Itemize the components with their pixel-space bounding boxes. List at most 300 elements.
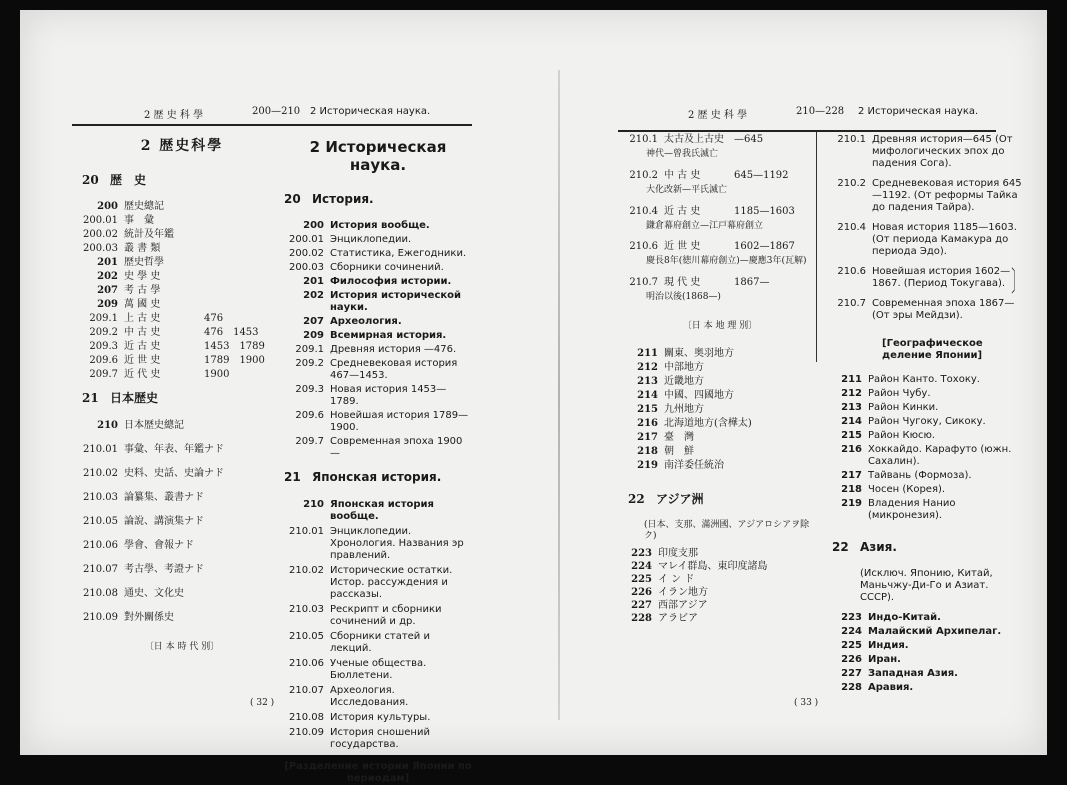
list-item bbox=[628, 548, 812, 560]
ru-geo-heading: [Географическое деление Японии] bbox=[882, 338, 983, 361]
item-range: 1602—1867 bbox=[734, 241, 795, 253]
item-text: 上 古 史 bbox=[124, 313, 161, 325]
item-text: 南洋委任統治 bbox=[664, 459, 724, 471]
title-ru: 2 Историческая наука. bbox=[309, 138, 447, 174]
item-code: 210.09 bbox=[83, 611, 118, 623]
item-code: 227 bbox=[631, 599, 652, 611]
item-code: 224 bbox=[841, 626, 862, 638]
list-item bbox=[832, 222, 1022, 258]
item-code: 216 bbox=[637, 417, 658, 429]
list-item bbox=[628, 613, 812, 625]
jp-period-list bbox=[628, 134, 812, 303]
list-item bbox=[832, 682, 1022, 694]
list-item bbox=[628, 574, 812, 586]
item-code: 228 bbox=[841, 682, 862, 694]
item-code: 210.01 bbox=[83, 443, 118, 455]
list-item bbox=[628, 600, 812, 612]
item-text: История культуры. bbox=[330, 711, 431, 723]
item-code: 209.1 bbox=[295, 344, 324, 356]
list-item bbox=[628, 170, 812, 182]
item-text: История исторической науки. bbox=[330, 290, 462, 314]
list-item bbox=[832, 374, 1022, 386]
item-text: Философия истории. bbox=[330, 276, 452, 288]
list-item bbox=[284, 410, 472, 434]
list-item bbox=[284, 234, 472, 246]
item-text: 中 古 史 bbox=[124, 327, 161, 339]
list-item bbox=[628, 376, 812, 388]
list-item bbox=[832, 388, 1022, 400]
item-code: 201 bbox=[97, 257, 118, 269]
item-text: 朝 鮮 bbox=[664, 445, 694, 457]
ru-geo-list bbox=[832, 374, 1022, 522]
item-text: Новейшая история 1602—1867. (Период Токугава). bbox=[872, 266, 1011, 289]
item-subtext: 慶長8年(徳川幕府創立)—慶應3年(瓦解) bbox=[646, 256, 807, 267]
list-item bbox=[82, 564, 282, 576]
item-code: 226 bbox=[841, 654, 862, 666]
ru-20-list bbox=[284, 220, 472, 460]
list-item bbox=[628, 432, 812, 444]
jp-period-heading: 〔日 本 時 代 別〕 bbox=[144, 641, 220, 652]
item-text: Район Чубу. bbox=[868, 388, 931, 399]
header-rule-right bbox=[618, 130, 996, 132]
item-code: 210.7 bbox=[837, 298, 866, 309]
page-number-right: ( 33 ) bbox=[794, 698, 819, 708]
item-code: 200.02 bbox=[289, 248, 324, 260]
list-item bbox=[284, 220, 472, 232]
list-item bbox=[284, 727, 472, 751]
item-text: 事 彙 bbox=[124, 215, 154, 227]
list-item bbox=[628, 587, 812, 599]
item-code: 209 bbox=[97, 299, 118, 311]
item-code: 228 bbox=[631, 612, 652, 624]
list-item bbox=[832, 640, 1022, 652]
item-text: Энциклопедии. Хронология. Названия эр правлений. bbox=[330, 525, 464, 561]
list-item bbox=[82, 420, 282, 432]
item-code: 207 bbox=[97, 285, 118, 297]
item-code: 210.1 bbox=[629, 134, 658, 145]
item-code: 218 bbox=[637, 445, 658, 457]
ru-period-heading: [Разделение истории Японии по периодам] bbox=[284, 760, 472, 784]
item-code: 210.07 bbox=[289, 684, 324, 696]
list-item bbox=[832, 612, 1022, 624]
list-item bbox=[832, 298, 1022, 322]
ru-column-right bbox=[832, 134, 1022, 696]
running-head-ru: 2 Историческая наука. bbox=[310, 106, 431, 117]
list-item bbox=[284, 358, 472, 382]
item-text: 通史、文化史 bbox=[124, 587, 184, 599]
item-text: 學會、會報ナド bbox=[124, 539, 194, 551]
item-code: 210.05 bbox=[289, 630, 324, 642]
item-code: 214 bbox=[841, 416, 862, 427]
list-item bbox=[832, 444, 1022, 468]
item-text: Малайский Архипелаг. bbox=[868, 626, 1002, 638]
item-code: 202 bbox=[303, 290, 324, 302]
item-text: アラビア bbox=[658, 612, 698, 624]
item-range: 476 bbox=[204, 313, 224, 325]
item-code: 202 bbox=[97, 271, 118, 283]
item-text: История сношений государства. bbox=[330, 726, 430, 750]
item-text: Тайвань (Формоза). bbox=[868, 470, 972, 481]
list-item bbox=[82, 271, 282, 283]
item-code: 200 bbox=[97, 201, 118, 213]
item-text: 太古及上古史 bbox=[664, 134, 724, 145]
list-item bbox=[628, 561, 812, 573]
item-code: 210.05 bbox=[83, 515, 118, 527]
item-code: 210.6 bbox=[837, 266, 866, 277]
list-item bbox=[284, 436, 472, 460]
item-code: 216 bbox=[841, 444, 862, 455]
item-code: 219 bbox=[637, 459, 658, 471]
running-head-jp: 2 歴 史 科 學 bbox=[144, 110, 204, 121]
list-item bbox=[82, 285, 282, 297]
item-code: 200.01 bbox=[83, 215, 118, 227]
item-code: 214 bbox=[637, 389, 658, 401]
item-text: 中部地方 bbox=[664, 361, 704, 373]
item-text: Рескрипт и сборники сочинений и др. bbox=[330, 603, 442, 627]
item-code: 213 bbox=[637, 375, 658, 387]
item-range: 1789 1900 bbox=[204, 355, 265, 367]
item-text: マレイ群島、東印度諸島 bbox=[658, 560, 768, 572]
item-text: Хоккайдо. Карафуто (южн. Сахалин). bbox=[868, 444, 1012, 467]
item-code: 200.03 bbox=[289, 262, 324, 274]
item-code: 209.2 bbox=[89, 327, 118, 339]
item-text: 現 代 史 bbox=[664, 277, 701, 289]
item-text: Новая история 1453—1789. bbox=[330, 384, 447, 408]
item-code: 209.2 bbox=[295, 358, 324, 370]
list-item bbox=[832, 430, 1022, 442]
list-item bbox=[284, 631, 472, 655]
list-item bbox=[284, 499, 472, 523]
item-text: Всемирная история. bbox=[330, 330, 447, 342]
item-text: Новейшая история 1789—1900. bbox=[330, 410, 469, 434]
item-code: 209 bbox=[303, 330, 324, 342]
item-text: 考古學、考證ナド bbox=[124, 563, 204, 575]
item-code: 210.4 bbox=[837, 222, 866, 233]
list-item bbox=[82, 341, 282, 353]
item-code: 210.1 bbox=[837, 134, 866, 145]
item-code: 212 bbox=[637, 361, 658, 373]
list-item bbox=[628, 446, 812, 458]
item-text: 近 古 史 bbox=[124, 341, 161, 353]
item-code: 225 bbox=[631, 573, 652, 585]
header-rule bbox=[72, 124, 472, 126]
item-text: Иран. bbox=[868, 654, 901, 666]
item-code: 210 bbox=[303, 498, 324, 510]
item-code: 207 bbox=[303, 316, 324, 328]
item-code: 226 bbox=[631, 586, 652, 598]
item-code: 210.08 bbox=[289, 711, 324, 723]
margin-mark: 〕 bbox=[1011, 265, 1023, 298]
item-code: 210.02 bbox=[289, 564, 324, 576]
item-text: 臺 灣 bbox=[664, 431, 694, 443]
list-item bbox=[832, 484, 1022, 496]
ru-period-list bbox=[832, 134, 1022, 322]
list-item bbox=[82, 540, 282, 552]
item-text: Исторические остатки. Истор. рассуждения и рассказы. bbox=[330, 564, 453, 600]
item-code: 224 bbox=[631, 560, 652, 572]
list-item bbox=[82, 327, 282, 339]
item-text: 關東、奥羽地方 bbox=[664, 347, 734, 359]
list-item bbox=[82, 468, 282, 480]
list-item bbox=[832, 402, 1022, 414]
item-text: 西部アジア bbox=[658, 599, 708, 611]
list-item bbox=[82, 612, 282, 624]
item-range: 476 1453 bbox=[204, 327, 259, 339]
list-item bbox=[832, 626, 1022, 638]
item-text: 九州地方 bbox=[664, 403, 704, 415]
item-code: 209.7 bbox=[295, 436, 324, 448]
item-text: Район Кюсю. bbox=[868, 430, 936, 441]
section-22-jp: 22 アジア洲 bbox=[628, 491, 704, 506]
item-text: 叢 書 類 bbox=[124, 243, 161, 255]
item-code: 200.03 bbox=[83, 243, 118, 255]
jp-geo-list bbox=[628, 348, 812, 472]
list-item bbox=[82, 444, 282, 456]
item-code: 200.01 bbox=[289, 234, 324, 246]
item-text: 事彙、年表、年鑑ナド bbox=[124, 443, 224, 455]
list-item bbox=[82, 243, 282, 255]
item-range: 645—1192 bbox=[734, 169, 789, 181]
section-21-ru: 21 Японская история. bbox=[284, 470, 442, 485]
item-text: Район Канто. Тохоку. bbox=[868, 374, 980, 385]
item-text: Новая история 1185—1603. (От периода Камакура до периода Эдо). bbox=[872, 222, 1017, 257]
item-code: 209.7 bbox=[89, 369, 118, 381]
item-code: 200.02 bbox=[83, 229, 118, 241]
list-item bbox=[628, 134, 812, 146]
list-item bbox=[82, 215, 282, 227]
jp-column-right bbox=[628, 134, 812, 626]
item-code: 210.2 bbox=[629, 169, 658, 181]
item-text: Сборники статей и лекций. bbox=[330, 630, 430, 654]
list-item bbox=[82, 229, 282, 241]
item-code: 209.3 bbox=[295, 384, 324, 396]
item-code: 209.3 bbox=[89, 341, 118, 353]
ru-column bbox=[284, 138, 472, 785]
item-code: 225 bbox=[841, 640, 862, 652]
item-text: Древняя история—645 (От мифологических эпох до падения Сога). bbox=[872, 134, 1013, 169]
list-item bbox=[82, 257, 282, 269]
item-code: 209.6 bbox=[89, 355, 118, 367]
item-text: Энциклопедии. bbox=[330, 234, 412, 246]
item-subtext: 鎌倉幕府創立—江戸幕府創立 bbox=[646, 220, 764, 231]
item-text: Средневековая история 645—1192. (От реформы Тайка до падения Тайра). bbox=[872, 178, 1022, 213]
item-text: 近 世 史 bbox=[664, 241, 701, 253]
running-head-jp-right: 2 歴 史 科 學 bbox=[688, 110, 748, 121]
item-code: 210.03 bbox=[289, 603, 324, 615]
list-item bbox=[284, 604, 472, 628]
item-text: Чосен (Корея). bbox=[868, 484, 946, 495]
list-item bbox=[82, 313, 282, 325]
item-text: 近 代 史 bbox=[124, 369, 161, 381]
item-code: 210.09 bbox=[289, 726, 324, 738]
item-text: 中 古 史 bbox=[664, 169, 701, 181]
item-range: 1453 1789 bbox=[204, 341, 265, 353]
item-range: 1185—1603 bbox=[734, 205, 795, 217]
item-code: 209.1 bbox=[89, 313, 118, 325]
item-text: Современная эпоха 1900— bbox=[330, 436, 463, 460]
list-item bbox=[832, 498, 1022, 522]
list-item bbox=[82, 355, 282, 367]
item-text: 對外關係史 bbox=[124, 611, 174, 623]
item-code: 210.03 bbox=[83, 491, 118, 503]
list-item bbox=[284, 658, 472, 682]
list-item bbox=[284, 276, 472, 288]
page-number-left: ( 32 ) bbox=[250, 698, 275, 708]
item-text: Средневековая история 467—1453. bbox=[330, 358, 458, 382]
list-item bbox=[82, 588, 282, 600]
scanned-book-spread bbox=[20, 10, 1047, 784]
item-code: 210.01 bbox=[289, 525, 324, 537]
item-text: Сборники сочинений. bbox=[330, 262, 444, 274]
list-item bbox=[832, 178, 1022, 214]
section-20-ru: 20 История. bbox=[284, 192, 374, 206]
item-code: 210 bbox=[97, 419, 118, 431]
ru-21-list bbox=[284, 499, 472, 751]
list-item bbox=[832, 134, 1022, 170]
item-text: 近 古 史 bbox=[664, 205, 701, 217]
item-code: 210.06 bbox=[83, 539, 118, 551]
item-subtext: 明治以後(1868—) bbox=[646, 292, 721, 303]
jp-column bbox=[82, 138, 282, 652]
item-text: 統計及年鑑 bbox=[124, 229, 174, 241]
list-item bbox=[628, 390, 812, 402]
list-item bbox=[628, 460, 812, 472]
item-text: 歴史總記 bbox=[124, 201, 164, 213]
item-code: 227 bbox=[841, 668, 862, 680]
list-item bbox=[284, 344, 472, 356]
list-item bbox=[284, 316, 472, 328]
item-text: 史料、史話、史論ナド bbox=[124, 467, 224, 479]
item-text: 近 世 史 bbox=[124, 355, 161, 367]
item-code: 211 bbox=[841, 374, 862, 385]
jp-geo-heading: 〔日 本 地 理 別〕 bbox=[682, 320, 758, 331]
item-text: 歴史哲學 bbox=[124, 257, 164, 269]
item-text: Район Кинки. bbox=[868, 402, 939, 413]
list-item bbox=[82, 516, 282, 528]
list-item bbox=[284, 330, 472, 342]
list-item bbox=[284, 290, 472, 314]
item-text: 史 學 史 bbox=[124, 271, 161, 283]
item-text: 中國、四國地方 bbox=[664, 389, 734, 401]
item-text: Статистика, Ежегодники. bbox=[330, 248, 467, 260]
left-page bbox=[20, 10, 538, 784]
list-item bbox=[82, 299, 282, 311]
item-text: История вообще. bbox=[330, 220, 430, 232]
item-text: Западная Азия. bbox=[868, 668, 958, 680]
list-item bbox=[284, 565, 472, 601]
item-code: 210.2 bbox=[837, 178, 866, 189]
list-item bbox=[832, 416, 1022, 428]
item-code: 217 bbox=[637, 431, 658, 443]
item-subtext: 神代—曾我氏滅亡 bbox=[646, 149, 719, 159]
item-text: Археология. bbox=[330, 316, 402, 328]
item-subtext: 大化改新—平氏滅亡 bbox=[646, 184, 728, 195]
list-item bbox=[284, 384, 472, 408]
jp-22-list bbox=[628, 548, 812, 625]
item-range: 1900 bbox=[204, 369, 230, 381]
list-item bbox=[284, 712, 472, 724]
item-code: 213 bbox=[841, 402, 862, 413]
item-code: 223 bbox=[631, 547, 652, 559]
item-range: —645 bbox=[734, 134, 764, 145]
list-item bbox=[82, 369, 282, 381]
item-text: イ ン ド bbox=[658, 573, 695, 585]
title-jp: 2 歴史科學 bbox=[140, 138, 224, 154]
item-code: 201 bbox=[303, 276, 324, 288]
item-text: 近畿地方 bbox=[664, 375, 704, 387]
item-code: 210.6 bbox=[629, 241, 658, 253]
list-item bbox=[284, 526, 472, 562]
item-range: 1867— bbox=[734, 277, 770, 289]
item-text: 日本歴史總記 bbox=[124, 419, 184, 431]
column-divider bbox=[816, 132, 817, 362]
section-21-jp: 21 日本歴史 bbox=[82, 391, 159, 406]
right-page bbox=[540, 10, 1047, 755]
item-text: Индия. bbox=[868, 640, 909, 652]
section-20-jp: 20 歴 史 bbox=[82, 172, 147, 187]
item-text: Индо-Китай. bbox=[868, 612, 941, 624]
list-item bbox=[284, 248, 472, 260]
jp-21-list bbox=[82, 420, 282, 624]
item-code: 210.4 bbox=[629, 205, 658, 217]
list-item bbox=[628, 362, 812, 374]
list-item bbox=[832, 470, 1022, 482]
list-item bbox=[628, 404, 812, 416]
item-text: Японская история вообще. bbox=[330, 498, 434, 522]
list-item bbox=[628, 348, 812, 360]
item-code: 217 bbox=[841, 470, 862, 481]
list-item bbox=[284, 685, 472, 709]
item-text: Район Чугоку, Сикоку. bbox=[868, 416, 986, 427]
item-code: 212 bbox=[841, 388, 862, 399]
item-text: Аравия. bbox=[868, 682, 914, 694]
item-code: 210.06 bbox=[289, 657, 324, 669]
item-code: 210.02 bbox=[83, 467, 118, 479]
item-text: Владения Нанио (микронезия). bbox=[868, 498, 956, 521]
list-item bbox=[284, 262, 472, 274]
ru-22-note: (Исключ. Японию, Китай, Маньчжу-Ди-Го и Азиат. СССР). bbox=[860, 568, 993, 604]
jp-20-list bbox=[82, 201, 282, 381]
item-text: 萬 國 史 bbox=[124, 299, 161, 311]
item-text: Археология. Исследования. bbox=[330, 684, 409, 708]
running-head-range: 200—210 bbox=[252, 106, 301, 117]
item-text: イラン地方 bbox=[658, 586, 708, 598]
item-text: Древняя история —476. bbox=[330, 344, 457, 356]
item-code: 200 bbox=[303, 220, 324, 232]
jp-22-note: (日本、支那、滿洲國、アジアロシアヲ除ク) bbox=[644, 520, 810, 541]
item-code: 223 bbox=[841, 612, 862, 624]
item-code: 209.6 bbox=[295, 410, 324, 422]
item-code: 219 bbox=[841, 498, 862, 509]
item-text: 印度支那 bbox=[658, 547, 698, 559]
list-item bbox=[832, 668, 1022, 680]
list-item bbox=[82, 492, 282, 504]
item-code: 211 bbox=[637, 347, 658, 359]
item-code: 210.08 bbox=[83, 587, 118, 599]
section-22-ru: 22 Азия. bbox=[832, 540, 897, 554]
list-item bbox=[628, 277, 812, 289]
running-head-range-right: 210—228 bbox=[796, 106, 845, 117]
list-item bbox=[832, 654, 1022, 666]
ru-22-list bbox=[832, 612, 1022, 694]
item-text: 考 古 學 bbox=[124, 285, 161, 297]
list-item bbox=[628, 418, 812, 430]
running-head-ru-right: 2 Историческая наука. bbox=[858, 106, 979, 117]
item-code: 215 bbox=[637, 403, 658, 415]
list-item bbox=[82, 201, 282, 213]
item-text: 論說、講演集ナド bbox=[124, 515, 204, 527]
item-text: 北海道地方(含樺太) bbox=[664, 417, 752, 429]
